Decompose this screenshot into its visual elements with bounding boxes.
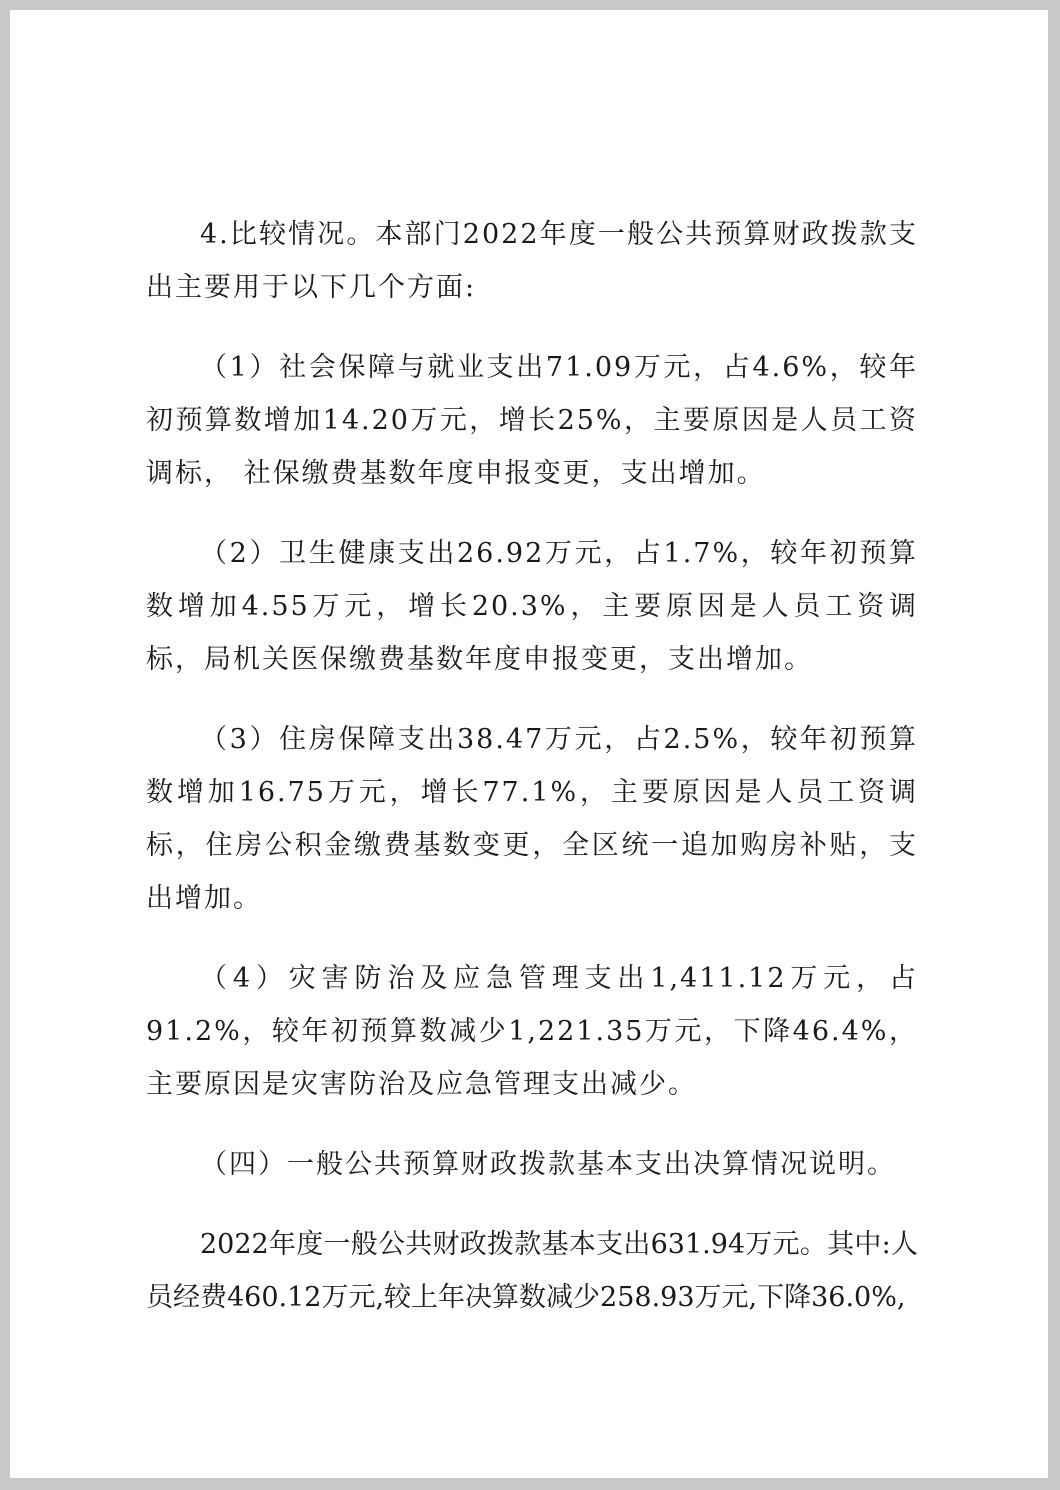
paragraph-disaster: （4）灾害防治及应急管理支出1,411.12万元，占91.2%，较年初预算数减少1,221.35万元，下降46.4%，主要原因是灾害防治及应急管理支出减少。 xyxy=(146,963,918,1100)
paragraph-social-security: （1）社会保障与就业支出71.09万元，占4.6%，较年初预算数增加14.20万元，增长25%，主要原因是人员工资调标， 社保缴费基数年度申报变更，支出增加。 xyxy=(146,352,918,489)
paragraph-basic-expenditure: 2022年度一般公共财政拨款基本支出631.94万元。其中:人员经费460.12万元,较上年决算数减少258.93万元,下降36.0%, xyxy=(146,1229,918,1313)
section-heading-basic-expenditure: （四）一般公共预算财政拨款基本支出决算情况说明。 xyxy=(200,1149,896,1180)
paragraph-comparison: 4.比较情况。本部门2022年度一般公共预算财政拨款支出主要用于以下几个方面: xyxy=(146,219,918,303)
document-body xyxy=(146,208,918,1351)
paragraph-health: （2）卫生健康支出26.92万元，占1.7%，较年初预算数增加4.55万元，增长20.3%，主要原因是人员工资调标，局机关医保缴费基数年度申报变更，支出增加。 xyxy=(146,538,918,675)
paragraph-housing: （3）住房保障支出38.47万元，占2.5%，较年初预算数增加16.75万元，增长77.1%，主要原因是人员工资调标，住房公积金缴费基数变更，全区统一追加购房补贴，支出增加。 xyxy=(146,724,918,914)
document-page xyxy=(10,10,1048,1478)
